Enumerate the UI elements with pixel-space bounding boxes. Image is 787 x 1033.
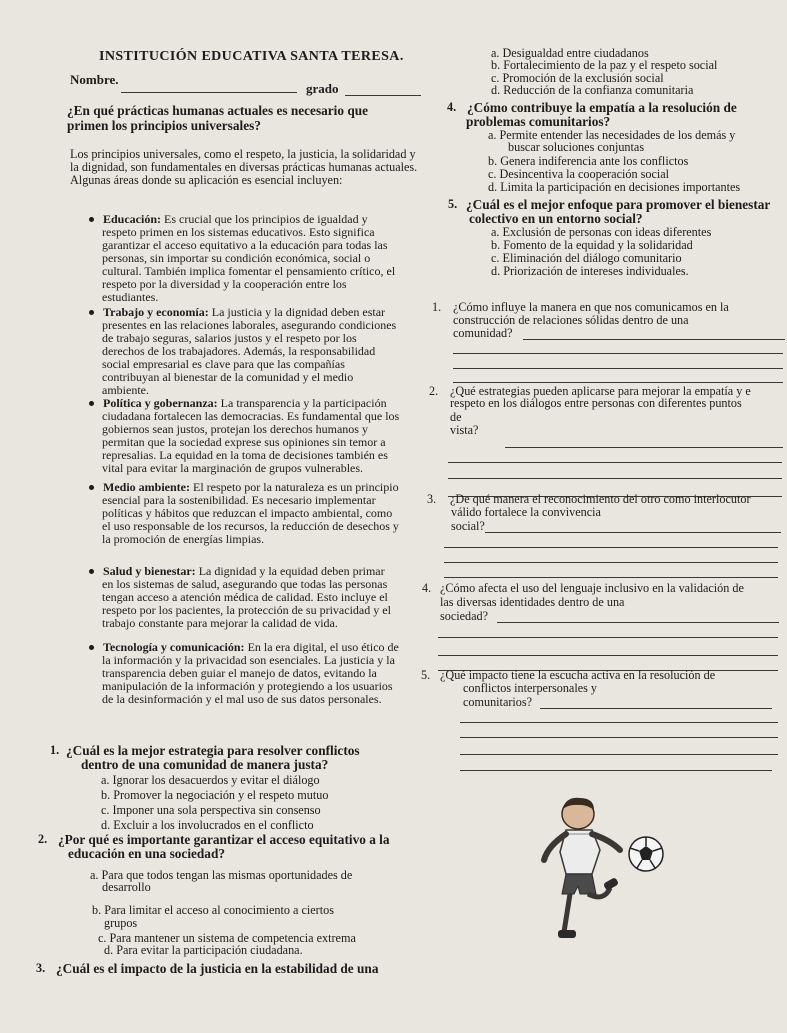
question-number: 1. — [50, 743, 60, 757]
answer-option[interactable]: b. Genera indiferencia ante los conflictos — [488, 154, 689, 168]
open-question-text: sociedad? — [440, 609, 489, 623]
bullet-text-line: manipulación de la información y protegiendo a los usuarios — [102, 679, 393, 693]
open-question-text: ¿Qué estrategias pueden aplicarse para mejorar la empatía y e — [450, 384, 751, 398]
answer-option[interactable]: b. Promover la negociación y el respeto mutuo — [101, 788, 329, 802]
answer-option[interactable]: buscar soluciones conjuntas — [508, 140, 645, 154]
answer-line[interactable] — [444, 547, 778, 548]
answer-line[interactable] — [444, 577, 778, 578]
question-number: 5. — [448, 197, 458, 211]
bullet-text-line: Medio ambiente: El respeto por la naturaleza es un principio — [103, 480, 399, 494]
bullet-lead: Educación: — [103, 212, 162, 226]
bullet-lead: Medio ambiente: — [103, 480, 190, 494]
answer-line[interactable] — [448, 478, 782, 479]
name-field[interactable] — [121, 92, 297, 93]
open-question-number: 2. — [429, 384, 439, 398]
bullet-text-line: estudiantes. — [102, 290, 159, 304]
bullet-lead: Salud y bienestar: — [103, 564, 196, 578]
intro-paragraph-line: la dignidad, son fundamentales en diversas prácticas humanas actuales. — [70, 160, 418, 174]
open-question-text: ¿De qué manera el reconocimiento del otro como interlocutor — [450, 492, 751, 506]
answer-line[interactable] — [523, 339, 785, 340]
answer-line[interactable] — [460, 737, 778, 738]
bullet-lead: Trabajo y economía: — [103, 305, 209, 319]
bullet-text-line: Educación: Es crucial que los principios de igualdad y — [103, 212, 368, 226]
intro-question-line2: primen los principios universales? — [67, 118, 261, 133]
bullet-text-line: Trabajo y economía: La justicia y la dignidad deben estar — [103, 305, 386, 319]
bullet-text-line: transparencia deben guiar el manejo de datos, evitando la — [102, 666, 377, 680]
answer-option[interactable]: c. Imponer una sola perspectiva sin consenso — [101, 803, 321, 817]
intro-paragraph-line: Los principios universales, como el respeto, la justicia, la solidaridad y — [70, 147, 416, 161]
answer-line[interactable] — [497, 622, 779, 623]
answer-option[interactable]: c. Para mantener un sistema de competencia extrema — [98, 931, 356, 945]
open-question-text: respeto en los diálogos entre personas con diferentes puntos — [450, 396, 742, 410]
open-question-text: las diversas identidades dentro de una — [440, 595, 625, 609]
question-text: dentro de una comunidad de manera justa? — [81, 757, 329, 772]
open-question-number: 4. — [422, 581, 432, 595]
bullet-text-line: derechos de los trabajadores. Además, la responsabilidad — [102, 344, 376, 358]
bullet-icon — [89, 401, 94, 406]
bullet-lead: Política y gobernanza: — [103, 396, 218, 410]
question-text: ¿Cuál es el impacto de la justicia en la estabilidad de una — [56, 961, 379, 976]
question-text: educación en una sociedad? — [68, 846, 225, 861]
bullet-text-line: de trabajo seguras, salarios justos y el respeto por los — [102, 331, 357, 345]
grade-label: grado — [306, 81, 339, 96]
bullet-text-line: garantizar el acceso equitativo a la educación para todas las — [102, 238, 388, 252]
bullet-text-line: contribuyan al bienestar de la comunidad y el medio — [102, 370, 354, 384]
bullet-text-line: Política y gobernanza: La transparencia y la participación — [103, 396, 387, 410]
open-question-text: válido fortalece la convivencia — [451, 505, 601, 519]
bullet-text-line: ciudadana fortalecen las democracias. Es fundamental que los — [102, 409, 400, 423]
bullet-text-line: ambiente. — [102, 383, 149, 397]
answer-line[interactable] — [505, 447, 783, 448]
answer-option[interactable]: b. Para limitar el acceso al conocimiento a ciertos — [92, 903, 334, 917]
answer-line[interactable] — [460, 770, 772, 771]
answer-option[interactable]: a. Permite entender las necesidades de los demás y — [488, 128, 736, 142]
question-text: ¿Cómo contribuye la empatía a la resolución de — [467, 100, 737, 115]
question-text: problemas comunitarios? — [466, 114, 611, 129]
answer-line[interactable] — [438, 655, 778, 656]
answer-option[interactable]: grupos — [104, 916, 138, 930]
answer-line[interactable] — [453, 353, 783, 354]
bullet-text-line: permitan que la sociedad exprese sus opiniones sin temor a — [102, 435, 386, 449]
answer-option[interactable]: b. Fomento de la equidad y la solidaridad — [491, 238, 693, 252]
bullet-icon — [89, 645, 94, 650]
bullet-text-line: respeto primen en los sistemas educativos. Esto significa — [102, 225, 375, 239]
intro-paragraph-line: Algunas áreas donde su aplicación es esencial incluyen: — [70, 173, 343, 187]
bullet-icon — [89, 569, 94, 574]
open-question-text: vista? — [450, 423, 479, 437]
bullet-icon — [89, 485, 94, 490]
bullet-text-line: cultural. También implica fomentar el pensamiento crítico, el — [102, 264, 396, 278]
school-title: INSTITUCIÓN EDUCATIVA SANTA TERESA. — [99, 49, 404, 64]
question-text: colectivo en un entorno social? — [469, 211, 643, 226]
question-text: ¿Cuál es la mejor estrategia para resolver conflictos — [66, 743, 360, 758]
open-question-text: ¿Qué impacto tiene la escucha activa en la resolución de — [440, 668, 716, 682]
bullet-text-line: presentes en las relaciones laborales, asegurando condiciones — [102, 318, 397, 332]
bullet-lead: Tecnología y comunicación: — [103, 640, 245, 654]
answer-option[interactable]: c. Eliminación del diálogo comunitario — [491, 251, 682, 265]
open-question-text: comunidad? — [453, 326, 513, 340]
answer-option[interactable]: d. Excluir a los involucrados en el conflicto — [101, 818, 314, 832]
question-number: 3. — [36, 961, 46, 975]
bullet-icon — [89, 217, 94, 222]
bullet-text-line: de la desinformación y el mal uso de sus datos personales. — [102, 692, 382, 706]
answer-option[interactable]: b. Fortalecimiento de la paz y el respeto social — [491, 58, 718, 72]
bullet-text-line: en los sistemas de salud, asegurando que todas las personas — [102, 577, 388, 591]
answer-option[interactable]: c. Promoción de la exclusión social — [491, 71, 664, 85]
answer-option[interactable]: a. Desigualdad entre ciudadanos — [491, 46, 649, 60]
soccer-player-icon — [540, 790, 680, 950]
bullet-text-line: social empresarial es clave para que las compañías — [102, 357, 345, 371]
answer-line[interactable] — [438, 637, 778, 638]
open-question-text: conflictos interpersonales y — [463, 681, 598, 695]
bullet-text-line: esencial para la sostenibilidad. Es necesario implementar — [102, 493, 376, 507]
bullet-text-line: el uso responsable de los recursos, la reducción de desechos y — [102, 519, 399, 533]
answer-option[interactable]: a. Ignorar los desacuerdos y evitar el diálogo — [101, 773, 320, 787]
answer-line[interactable] — [448, 462, 782, 463]
name-label: Nombre. — [70, 72, 119, 87]
answer-option[interactable]: desarrollo — [102, 880, 151, 894]
bullet-text-line: personas, sin importar su condición económica, social o — [102, 251, 371, 265]
answer-option[interactable]: d. Para evitar la participación ciudadana. — [104, 943, 303, 957]
bullet-text-line: la promoción de energías limpias. — [102, 532, 265, 546]
open-question-text: ¿Cómo afecta el uso del lenguaje inclusivo en la validación de — [440, 581, 744, 595]
answer-option[interactable]: a. Para que todos tengan las mismas oportunidades de — [90, 868, 353, 882]
question-number: 4. — [447, 100, 457, 114]
open-question-number: 3. — [427, 492, 437, 506]
bullet-text-line: trabajo constante para mejorar la calidad de vida. — [102, 616, 338, 630]
bullet-icon — [89, 310, 94, 315]
bullet-text-line: políticas y hábitos que reduzcan el impacto ambiental, como — [102, 506, 393, 520]
answer-option[interactable]: c. Desincentiva la cooperación social — [488, 167, 670, 181]
bullet-text-line: Tecnología y comunicación: En la era digital, el uso ético de — [103, 640, 399, 654]
open-question-text: construcción de relaciones sólidas dentro de una — [453, 313, 689, 327]
answer-line[interactable] — [460, 722, 778, 723]
answer-line[interactable] — [453, 382, 783, 383]
bullet-text-line: tengan acceso a atención médica de calidad. Esto incluye el — [102, 590, 388, 604]
question-number: 2. — [38, 832, 48, 846]
open-question-text: comunitarios? — [463, 695, 533, 709]
question-text: ¿Por qué es importante garantizar el acceso equitativo a la — [58, 832, 390, 847]
open-question-text: social? — [451, 519, 485, 533]
bullet-text-line: gobiernos sean justos, protejan los derechos humanos y — [102, 422, 368, 436]
answer-line[interactable] — [460, 754, 778, 755]
open-question-text: de — [450, 410, 462, 424]
answer-line[interactable] — [540, 708, 772, 709]
grade-field[interactable] — [345, 95, 421, 96]
bullet-text-line: respeto por los pacientes, la protección de su privacidad y el — [102, 603, 391, 617]
bullet-text-line: la información y la privacidad son esenciales. La justicia y la — [102, 653, 395, 667]
bullet-text-line: represalias. La equidad en la toma de decisiones también es — [102, 448, 388, 462]
answer-option[interactable]: d. Reducción de la confianza comunitaria — [491, 83, 694, 97]
answer-option[interactable]: d. Priorización de intereses individuales. — [491, 264, 689, 278]
answer-line[interactable] — [485, 532, 781, 533]
open-question-number: 5. — [421, 668, 431, 682]
answer-line[interactable] — [444, 562, 778, 563]
bullet-text-line: Salud y bienestar: La dignidad y la equidad deben primar — [103, 564, 385, 578]
bullet-text-line: vital para evitar la marginación de grupos vulnerables. — [102, 461, 364, 475]
answer-line[interactable] — [453, 368, 783, 369]
answer-option[interactable]: a. Exclusión de personas con ideas diferentes — [491, 225, 712, 239]
intro-question-line1: ¿En qué prácticas humanas actuales es necesario que — [67, 103, 369, 118]
open-question-text: ¿Cómo influye la manera en que nos comunicamos en la — [453, 300, 729, 314]
question-text: ¿Cuál es el mejor enfoque para promover el bienestar — [466, 197, 771, 212]
open-question-number: 1. — [432, 300, 442, 314]
bullet-text-line: respeto por la diversidad y la cooperación entre los — [102, 277, 347, 291]
answer-option[interactable]: d. Limita la participación en decisiones importantes — [488, 180, 741, 194]
